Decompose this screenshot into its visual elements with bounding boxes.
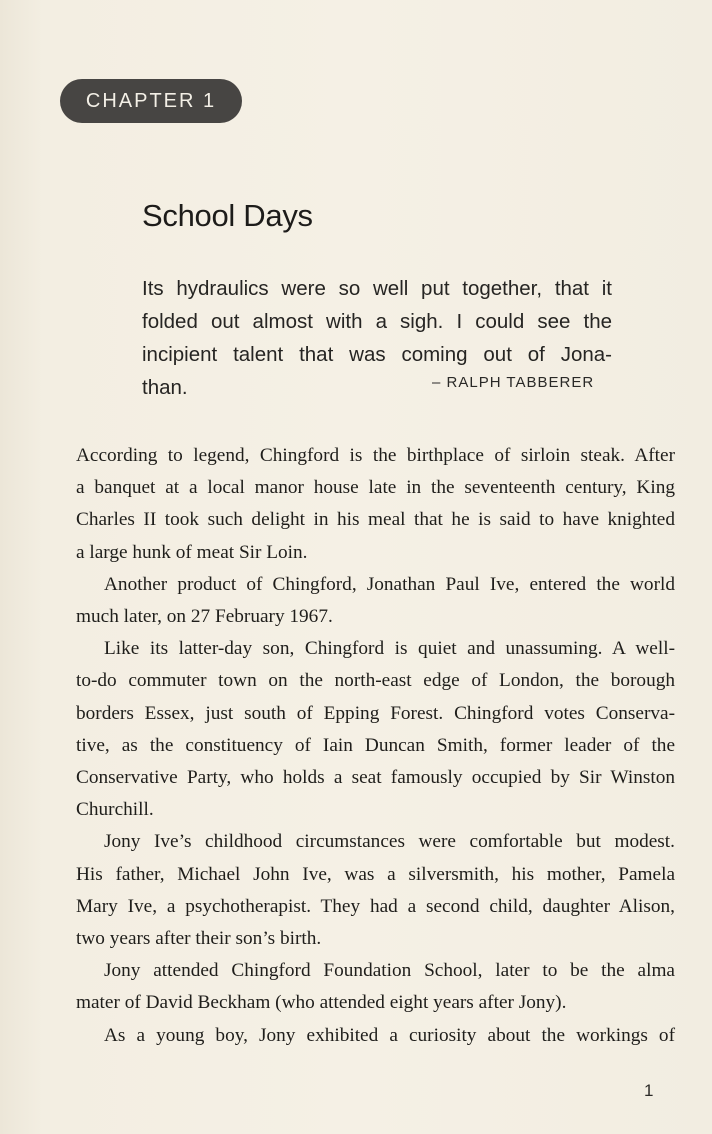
chapter-title: School Days [142,198,313,233]
paragraph [76,440,675,569]
text-line: According to legend, Chingford is the birthplace of sirloin steak. After [76,445,675,466]
text-line: Jony attended Chingford Foundation School, later to be the alma [104,960,675,982]
text-line: to-do commuter town on the north-east edge of London, the borough [76,670,675,692]
paragraph [76,569,675,633]
text-line: As a young boy, Jony exhibited a curiosity about the workings of [104,1024,675,1046]
chapter-label-badge [60,79,242,123]
paragraph [76,826,675,955]
epigraph-line: incipient talent that was coming out of Jona- [142,343,612,366]
paragraph [76,1020,675,1052]
text-line: Like its latter-day son, Chingford is quiet and unassuming. A well- [104,638,675,660]
text-line: His father, Michael John Ive, was a silversmith, his mother, Pamela [76,863,675,885]
epigraph-line: folded out almost with a sigh. I could see the [142,310,612,333]
text-line: two years after their son’s birth. [76,928,322,950]
text-line: much later, on 27 February 1967. [76,606,333,628]
text-line: Churchill. [76,799,154,821]
epigraph-attribution: – RALPH TABBERER [432,374,595,391]
paragraph [76,633,675,826]
text-line: Charles II took such delight in his meal that he is said to have knighted [76,509,675,531]
epigraph-line: than. [142,376,188,399]
text-line: Conservative Party, who holds a seat famously occupied by Sir Winston [76,767,675,789]
text-line: a banquet at a local manor house late in the seventeenth century, King [76,477,675,499]
paragraph [76,955,675,1019]
text-line: Mary Ive, a psychotherapist. They had a second child, daughter Alison, [76,895,675,917]
chapter-body [76,440,675,1052]
page-number: 1 [644,1081,654,1100]
chapter-label: CHAPTER 1 [85,89,217,112]
epigraph-line: Its hydraulics were so well put together, that it [142,277,612,300]
text-line: a large hunk of meat Sir Loin. [76,541,308,563]
text-line: tive, as the constituency of Iain Duncan Smith, former leader of the [76,734,675,756]
text-line: borders Essex, just south of Epping Forest. Chingford votes Conserva- [76,702,675,724]
text-line: Jony Ive’s childhood circumstances were comfortable but modest. [104,831,675,853]
text-line: mater of David Beckham (who attended eight years after Jony). [76,992,567,1014]
text-line: Another product of Chingford, Jonathan Paul Ive, entered the world [104,573,675,595]
